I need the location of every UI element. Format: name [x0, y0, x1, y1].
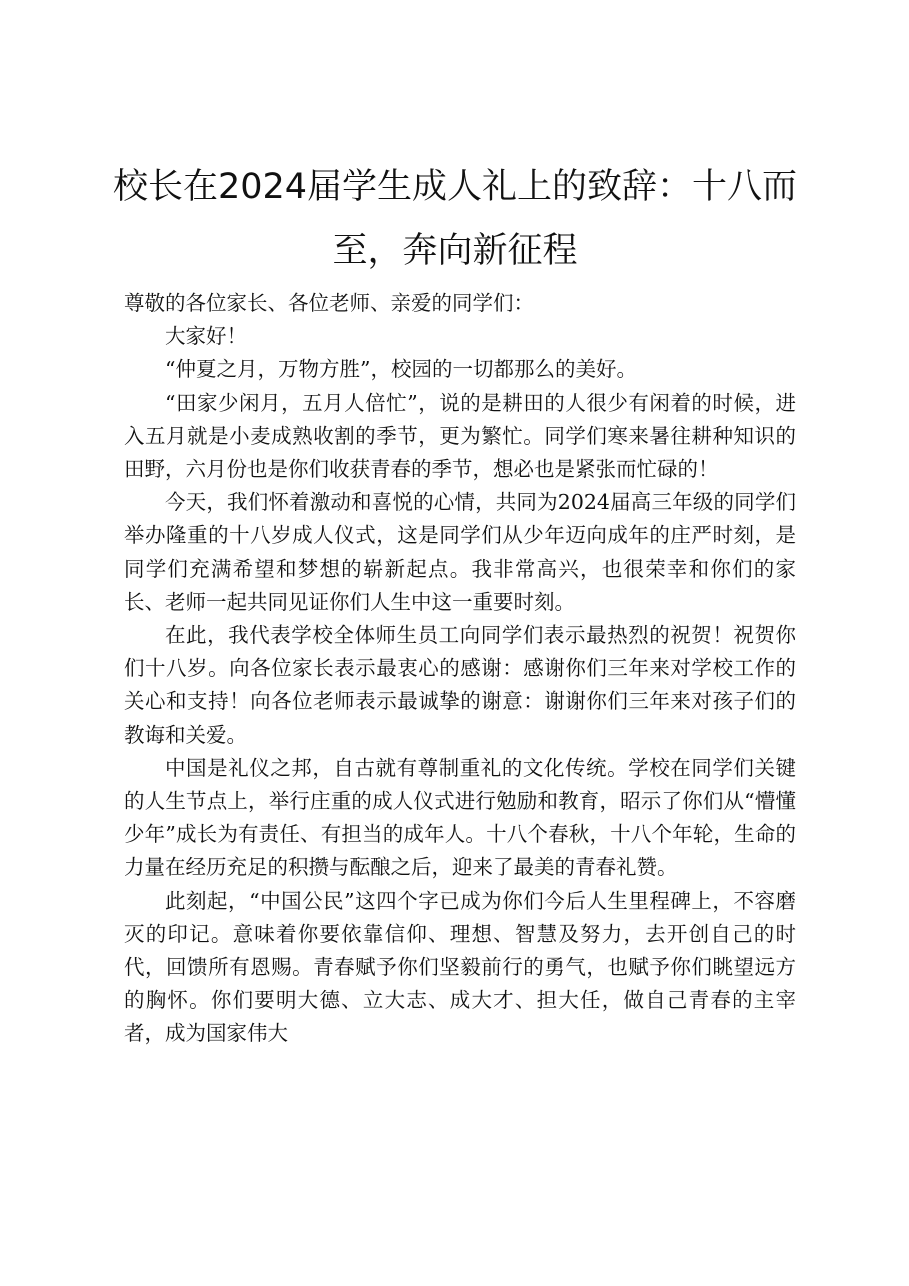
paragraph-greeting: 大家好！ — [165, 324, 247, 349]
paragraph-farming-season: “田家少闲月，五月人倍忙”，说的是耕田的人很少有闲着的时候，进入五月就是小麦成熟收割的季节，更为繁忙。同学们寒来暑往耕种知识的田野，六月份也是你们收获青春的季节，想必也是紧张而忙碌的！ — [124, 390, 796, 482]
paragraph-ceremony: 今天，我们怀着激动和喜悦的心情，共同为2024届高三年级的同学们举办隆重的十八岁成人仪式，这是同学们从少年迈向成年的庄严时刻，是同学们充满希望和梦想的崭新起点。我非常高兴，也很荣幸和你们的家长、老师一起共同见证你们人生中这一重要时刻。 — [124, 490, 796, 614]
paragraph-tradition: 中国是礼仪之邦，自古就有尊制重礼的文化传统。学校在同学们关键的人生节点上，举行庄重的成人仪式进行勉励和教育，昭示了你们从“懵懂少年”成长为有责任、有担当的成年人。十八个春秋，十八个年轮，生命的力量在经历充足的积攒与酝酿之后，迎来了最美的青春礼赞。 — [124, 755, 796, 880]
salutation: 尊敬的各位家长、各位老师、亲爱的同学们： — [124, 291, 534, 315]
paragraph-midsummer: “仲夏之月，万物方胜”，校园的一切都那么的美好。 — [165, 357, 637, 382]
document-title: 校长在2024届学生成人礼上的致辞：十八而至，奔向新征程 — [112, 167, 798, 271]
paragraph-thanks: 在此，我代表学校全体师生员工向同学们表示最热烈的祝贺！祝贺你们十八岁。向各位家长表示最衷心的感谢：感谢你们三年来对学校工作的关心和支持！向各位老师表示最诚挚的谢意：谢谢你们三年来对孩子们的教诲和关爱。 — [124, 623, 796, 747]
paragraph-citizen: 此刻起，“中国公民”这四个字已成为你们今后人生里程碑上，不容磨灭的印记。意味着你要依靠信仰、理想、智慧及努力，去开创自己的时代，回馈所有恩赐。青春赋予你们坚毅前行的勇气，也赋予你们眺望远方的胸怀。你们要明大德、立大志、成大才、担大任，做自己青春的主宰者，成为国家伟大 — [124, 888, 796, 1046]
document-body — [124, 287, 796, 1051]
